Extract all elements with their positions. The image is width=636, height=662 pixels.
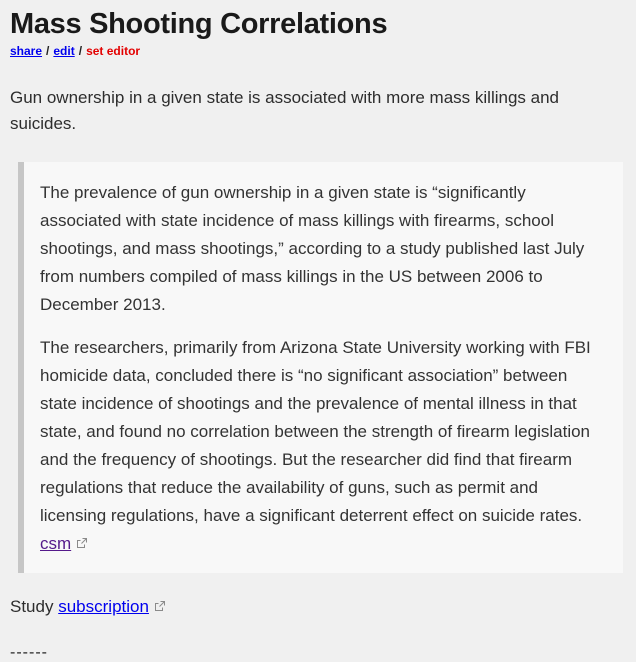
external-link-icon: [154, 594, 166, 620]
page-title: Mass Shooting Correlations: [10, 8, 388, 40]
page-actions: [10, 44, 626, 58]
quote-paragraph-1: The prevalence of gun ownership in a given state is “significantly associated with state incidence of mass killings with firearms, school shootings, and mass shootings,” according to a study published last July from numbers compiled of mass killings in the US between 2006 to December 2013.: [40, 183, 585, 315]
quote-paragraph-2: [40, 334, 603, 558]
csm-source-link[interactable]: csm: [40, 534, 72, 554]
divider-dashes: ------: [10, 644, 48, 662]
action-separator: /: [78, 44, 83, 59]
share-link[interactable]: share: [10, 44, 43, 59]
intro-paragraph: Gun ownership in a given state is associated with more mass killings and suicides.: [10, 88, 559, 134]
set-editor-button[interactable]: set editor: [86, 44, 141, 59]
quote-paragraph-2-text: The researchers, primarily from Arizona State University working with FBI homicide data, concluded there is “no significant association” between state incidence of shootings and the prevalence of mental illness in that state, and found no correlation between the strength of firearm legislation and the frequency of shootings. But the researcher did find that firearm regulations that reduce the availability of guns, such as permit and licensing regulations, have a significant deterrent effect on suicide rates.: [40, 338, 591, 526]
subscription-link[interactable]: subscription: [58, 597, 149, 617]
study-prefix: Study: [10, 597, 54, 617]
study-blockquote: [18, 162, 623, 573]
study-line: [10, 594, 626, 620]
action-separator: /: [46, 44, 50, 59]
external-link-icon: [76, 530, 88, 558]
edit-link[interactable]: edit: [53, 44, 75, 59]
